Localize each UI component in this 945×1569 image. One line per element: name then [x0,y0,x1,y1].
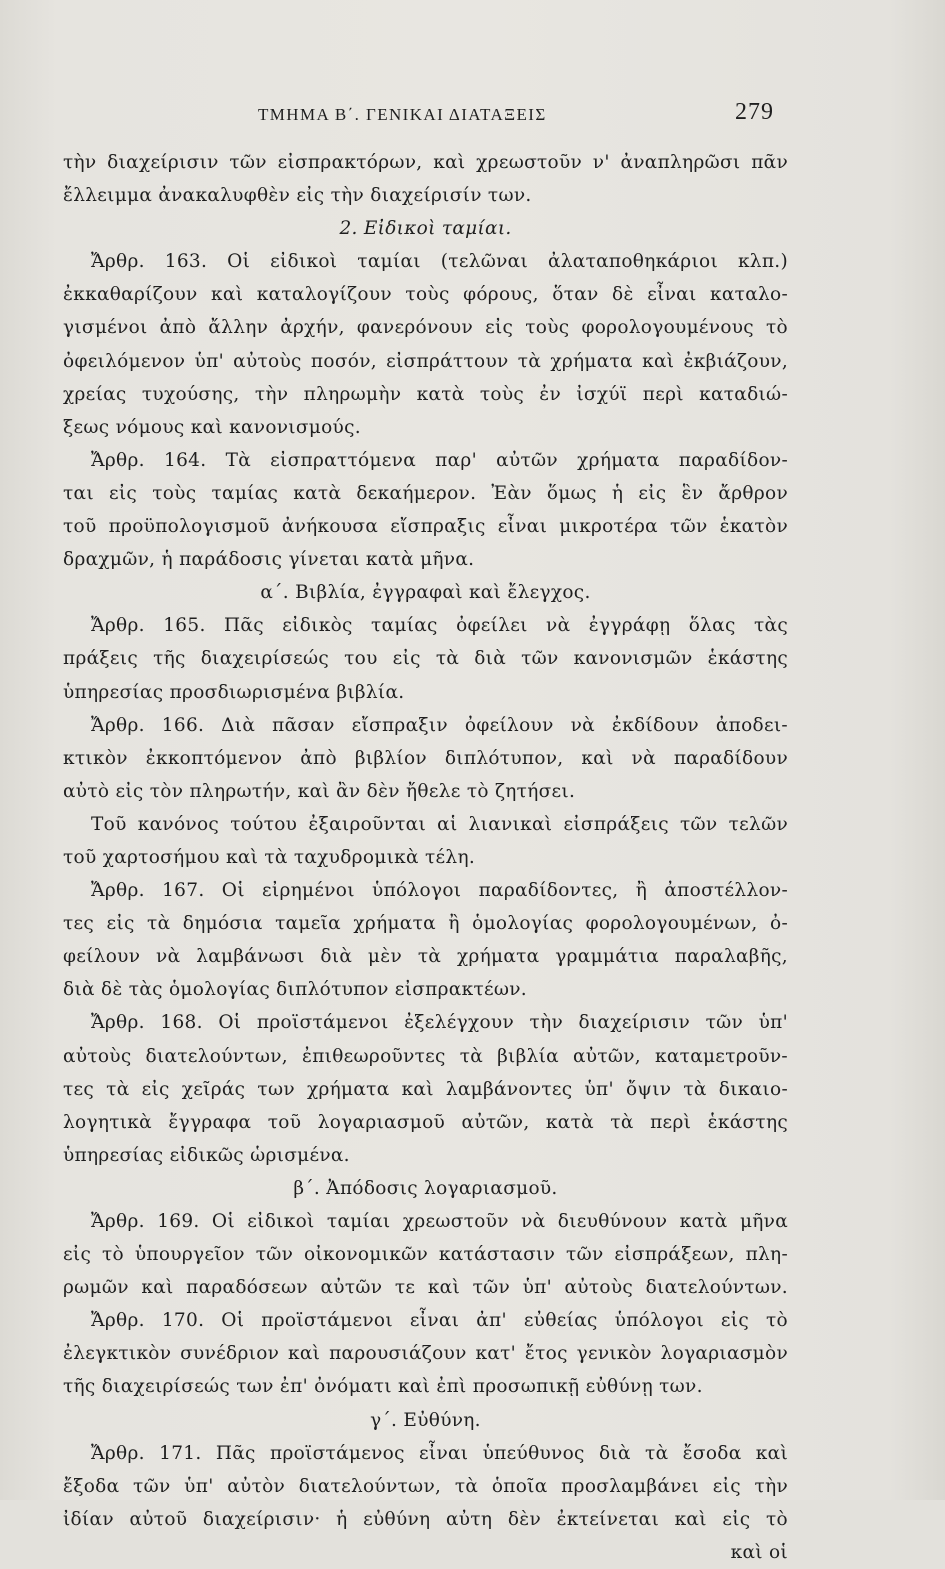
text-line: πράξεις τῆς διαχειρίσεώς του εἰς τὰ διὰ τῶν κανονισμῶν ἑκάστης [63,648,788,670]
article-line: Ἄρθρ. 166. Διὰ πᾶσαν εἴσπραξιν ὀφείλουν νὰ ἐκδίδουν ἀποδει- [91,714,788,736]
article-line: Ἄρθρ. 163. Οἱ εἰδικοὶ ταμίαι (τελῶναι ἀλαταποθηκάριοι κλπ.) [91,251,788,273]
article-line: Ἄρθρ. 165. Πᾶς εἰδικὸς ταμίας ὀφείλει νὰ ἐγγράφῃ ὅλας τὰς [91,615,788,637]
article-line: Ἄρθρ. 169. Οἱ εἰδικοὶ ταμίαι χρεωστοῦν νὰ διευθύνουν κατὰ μῆνα [91,1211,788,1232]
subsection-heading: γ΄. Εὐθύνη. [370,1409,481,1431]
article-line: Ἄρθρ. 168. Οἱ προϊστάμενοι ἐξελέγχουν τὴν διαχείρισιν τῶν ὑπ' [91,1012,788,1034]
text-line: ται εἰς τοὺς ταμίας κατὰ δεκαήμερον. Ἐὰν ὅμως ἡ εἰς ἓν ἄρθρον [63,482,788,504]
text-line: φείλουν νὰ λαμβάνωσι διὰ μὲν τὰ χρήματα γραμμάτια παραλαβῆς, [63,946,788,968]
text-line: χρείας τυχούσης, τὴν πληρωμὴν κατὰ τοὺς ἐν ἰσχύϊ περὶ καταδιώ- [63,383,788,405]
catchword: καὶ οἱ [730,1541,788,1563]
page-header [0,99,945,131]
article-line: Ἄρθρ. 164. Τὰ εἰσπραττόμενα παρ' αὐτῶν χρήματα παραδίδον- [91,449,788,471]
text-line: λογητικὰ ἔγγραφα τοῦ λογαριασμοῦ αὐτῶν, κατὰ τὰ περὶ ἑκάστης [63,1111,788,1133]
subsection-heading: β΄. Ἀπόδοσις λογαριασμοῦ. [293,1177,558,1199]
article-line: Ἄρθρ. 171. Πᾶς προϊστάμενος εἶναι ὑπεύθυνος διὰ τὰ ἔσοδα καὶ [91,1442,788,1464]
text-line: αὐτὸ εἰς τὸν πληρωτήν, καὶ ἂν δὲν ἤθελε τὸ ζητήσει. [63,780,576,802]
text-line: δραχμῶν, ἡ παράδοσις γίνεται κατὰ μῆνα. [63,549,475,571]
text-line: ἔξοδα τῶν ὑπ' αὐτὸν διατελούντων, τὰ ὁποῖα προσλαμβάνει εἰς τὴν [63,1475,788,1497]
running-title: ΤΜΗΜΑ Β΄. ΓΕΝΙΚΑΙ ΔΙΑΤΑΞΕΙΣ [258,105,547,124]
article-line: Ἄρθρ. 167. Οἱ εἰρημένοι ὑπόλογοι παραδίδοντες, ἢ ἀποστέλλον- [91,880,788,902]
text-line: αὐτοὺς διατελούντων, ἐπιθεωροῦντες τὰ βιβλία αὐτῶν, καταμετροῦν- [63,1045,788,1067]
text-line: εἰς τὸ ὑπουργεῖον τῶν οἰκονομικῶν κατάστασιν τῶν εἰσπράξεων, πλη- [63,1244,788,1266]
text-line: ὀφειλόμενον ὑπ' αὐτοὺς ποσόν, εἰσπράττουν τὰ χρήματα καὶ ἐκβιάζουν, [63,350,788,372]
text-line: διὰ δὲ τὰς ὁμολογίας διπλότυπον εἰσπρακτέων. [63,979,527,1001]
body-text [63,146,788,1569]
text-line: ὑπηρεσίας εἰδικῶς ὡρισμένα. [63,1144,350,1166]
article-line: Ἄρθρ. 170. Οἱ προϊστάμενοι εἶναι ἀπ' εὐθείας ὑπόλογοι εἰς τὸ [91,1310,788,1332]
text-line: κτικὸν ἐκκοπτόμενον ἀπὸ βιβλίον διπλότυπον, καὶ νὰ παραδίδουν [63,747,788,769]
text-line: τῆς διαχειρίσεώς των ἐπ' ὀνόματι καὶ ἐπὶ προσωπικῇ εὐθύνῃ των. [63,1376,703,1398]
text-line: τες τὰ εἰς χεῖράς των χρήματα καὶ λαμβάνοντες ὑπ' ὄψιν τὰ δικαιο- [63,1078,788,1100]
text-line: ρωμῶν καὶ παραδόσεων αὐτῶν τε καὶ τῶν ὑπ' αὐτοὺς διατελούντων. [63,1277,788,1299]
page-number: 279 [735,99,774,125]
text-line: ἰδίαν αὐτοῦ διαχείρισιν· ἡ εὐθύνη αὐτη δὲν ἐκτείνεται καὶ εἰς τὸ [63,1508,788,1530]
text-line: τοῦ προϋπολογισμοῦ ἀνήκουσα εἴσπραξις εἶναι μικροτέρα τῶν ἑκατὸν [63,516,788,538]
text-line: Τοῦ κανόνος τούτου ἐξαιροῦνται αἱ λιανικαὶ εἰσπράξεις τῶν τελῶν [91,813,788,835]
text-line: ξεως νόμους καὶ κανονισμούς. [63,416,361,438]
text-line: ἔλλειμμα ἀνακαλυφθὲν εἰς τὴν διαχείρισίν των. [63,185,532,207]
subsection-heading: α΄. Βιβλία, ἐγγραφαὶ καὶ ἔλεγχος. [260,582,591,604]
text-line: τες εἰς τὰ δημόσια ταμεῖα χρήματα ἢ ὁμολογίας φορολογουμένων, ὀ- [63,913,788,935]
text-line: ἐλεγκτικὸν συνέδριον καὶ παρουσιάζουν κατ' ἔτος γενικὸν λογαριασμὸν [63,1343,788,1365]
text-line: ὑπηρεσίας προσδιωρισμένα βιβλία. [63,681,405,703]
section-heading: 2. Εἰδικοὶ ταμίαι. [339,218,512,240]
text-line: τοῦ χαρτοσήμου καὶ τὰ ταχυδρομικὰ τέλη. [63,846,476,868]
text-line: γισμένοι ἀπὸ ἄλλην ἀρχήν, φανερόνουν εἰς τοὺς φορολογουμένους τὸ [63,317,788,339]
text-line: τὴν διαχείρισιν τῶν εἰσπρακτόρων, καὶ χρεωστοῦν ν' ἀναπληρῶσι πᾶν [63,152,788,173]
text-line: ἐκκαθαρίζουν καὶ καταλογίζουν τοὺς φόρους, ὅταν δὲ εἶναι καταλο- [63,284,788,306]
